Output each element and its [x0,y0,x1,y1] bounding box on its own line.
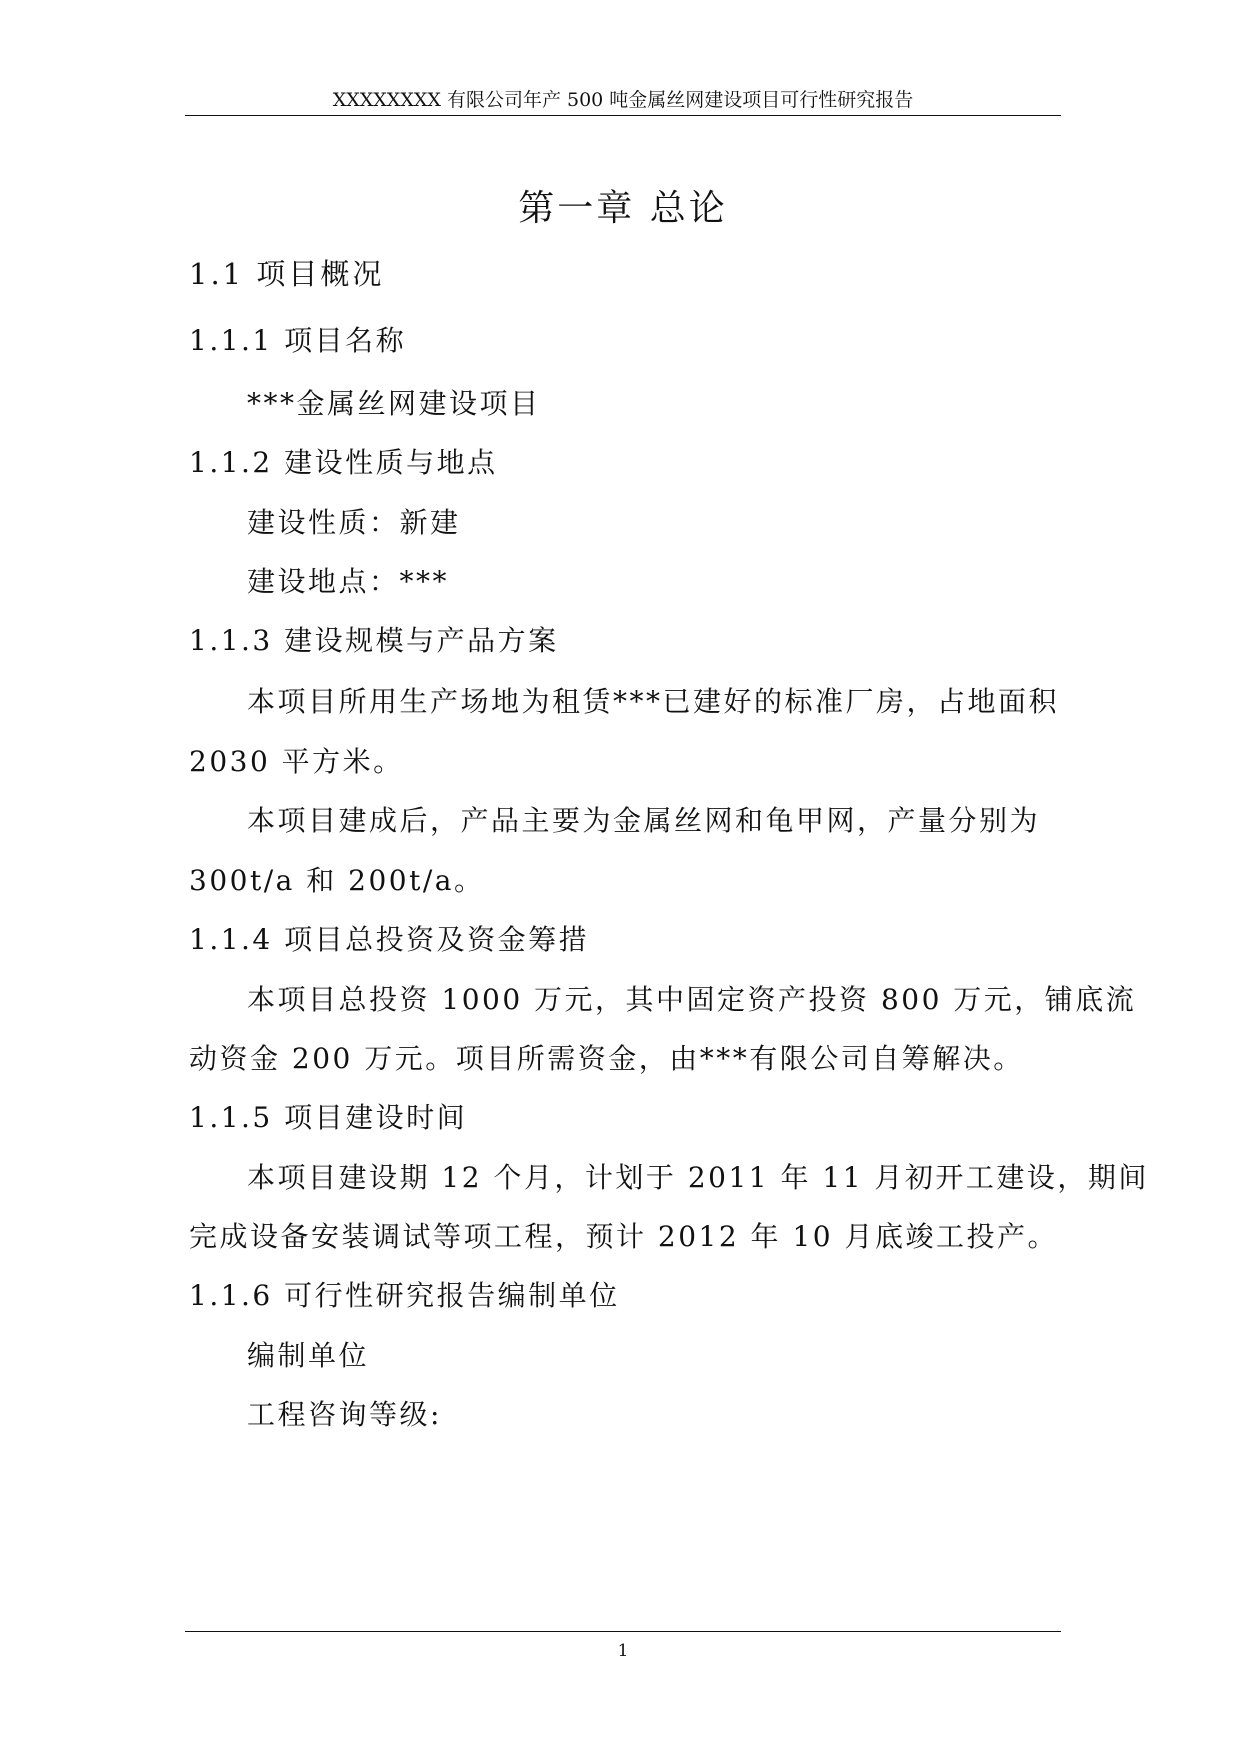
section-heading-1-1-1: 1.1.1 项目名称 [189,324,407,357]
section-heading-1-1-2: 1.1.2 建设性质与地点 [189,446,498,479]
paragraph-investment-line-1: 本项目总投资 1000 万元，其中固定资产投资 800 万元，铺底流 [247,983,1137,1016]
paragraph-schedule-line-1: 本项目建设期 12 个月，计划于 2011 年 11 月初开工建设，期间 [247,1161,1149,1194]
header-rule [185,115,1061,116]
paragraph-product-line-1: 本项目建成后，产品主要为金属丝网和龟甲网，产量分别为 [247,804,1041,837]
paragraph-compiling-unit: 编制单位 [247,1339,370,1372]
paragraph-product-line-2: 300t/a 和 200t/a。 [189,864,485,897]
section-heading-1-1-3: 1.1.3 建设规模与产品方案 [189,624,559,657]
section-heading-1-1-6: 1.1.6 可行性研究报告编制单位 [189,1279,620,1312]
paragraph-construction-nature: 建设性质：新建 [247,506,461,539]
section-heading-1-1-5: 1.1.5 项目建设时间 [189,1101,468,1134]
running-header: XXXXXXXX 有限公司年产 500 吨金属丝网建设项目可行性研究报告 [332,89,914,111]
section-heading-1-1-4: 1.1.4 项目总投资及资金筹措 [189,923,590,956]
paragraph-investment-line-2: 动资金 200 万元。项目所需资金，由***有限公司自筹解决。 [189,1042,1024,1075]
paragraph-schedule-line-2: 完成设备安装调试等项工程，预计 2012 年 10 月底竣工投产。 [189,1220,1058,1253]
page-number: 1 [617,1641,629,1661]
paragraph-site-line-2: 2030 平方米。 [189,745,404,778]
section-heading-1-1: 1.1 项目概况 [189,257,385,291]
paragraph-construction-location: 建设地点：*** [247,565,450,598]
paragraph-project-name: ***金属丝网建设项目 [247,387,541,420]
chapter-title: 第一章 总论 [518,188,728,229]
paragraph-consulting-grade: 工程咨询等级: [247,1398,442,1431]
footer-rule [185,1631,1061,1632]
paragraph-site-line-1: 本项目所用生产场地为租赁***已建好的标准厂房，占地面积 [247,685,1060,718]
